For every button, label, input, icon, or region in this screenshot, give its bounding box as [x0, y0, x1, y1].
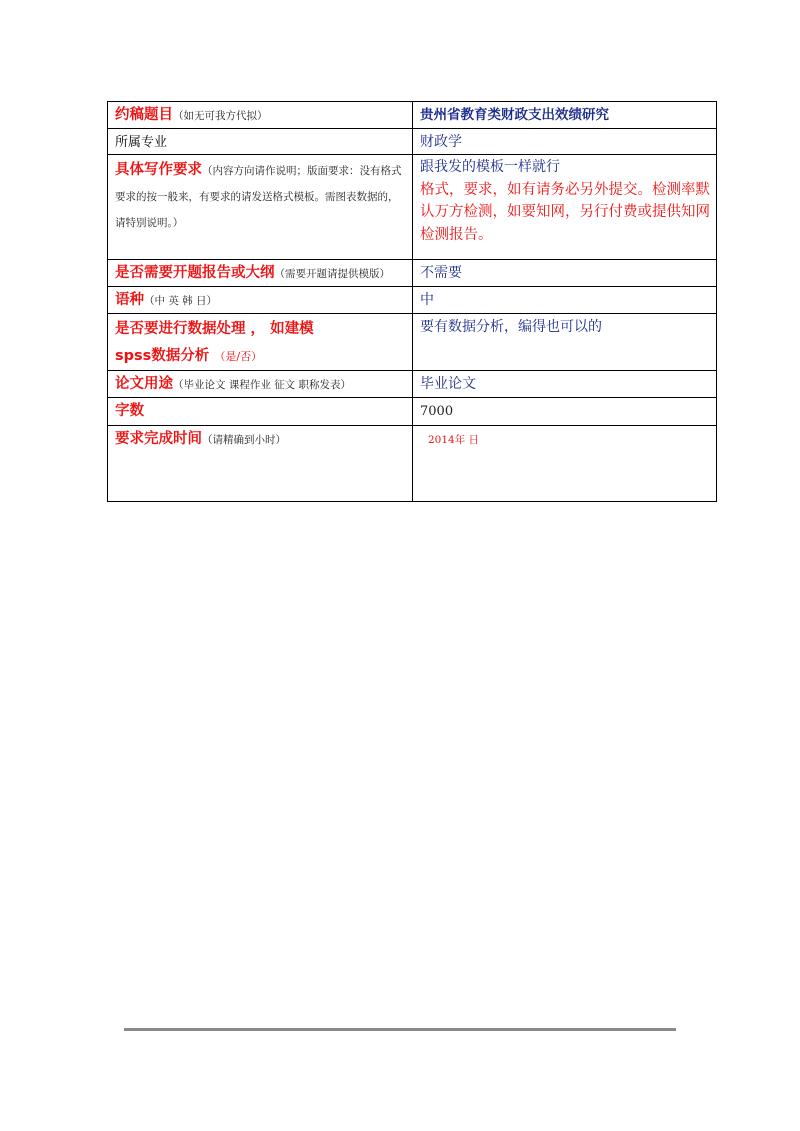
data-processing-label-line1: 是否要进行数据处理 ， 如建模	[115, 321, 314, 337]
requirements-note: （内容方向请作说明；版面要求：没有格式要求的按一般来，有要求的请发送格式模板。需图表数据的，请特别说明。）	[115, 165, 402, 230]
proposal-note: （需要开题请提供模版）	[274, 268, 390, 280]
data-processing-label-line2: spss数据分析	[115, 348, 210, 365]
proposal-label-cell	[108, 260, 413, 287]
footer-divider	[124, 1028, 676, 1031]
title-value: 贵州省教育类财政支出效绩研究	[420, 107, 609, 123]
row-data-processing	[108, 314, 717, 371]
word-count-label-cell	[108, 398, 413, 426]
data-processing-value: 要有数据分析，编得也可以的	[420, 319, 602, 335]
deadline-note: （请精确到小时）	[202, 434, 286, 447]
language-note: （中 英 韩 日）	[144, 295, 218, 307]
title-value-cell	[413, 102, 717, 129]
deadline-value: 2014年 日	[428, 434, 480, 447]
language-label: 语种	[115, 292, 144, 308]
title-label: 约稿题目	[115, 107, 173, 123]
order-form-table	[107, 101, 717, 502]
proposal-value: 不需要	[420, 265, 462, 281]
purpose-label-cell	[108, 371, 413, 398]
purpose-note: （毕业论文 课程作业 征文 职称发表）	[173, 379, 352, 392]
requirements-value-line1: 跟我发的模板一样就行	[420, 159, 560, 175]
data-processing-label-cell	[108, 314, 413, 371]
deadline-label: 要求完成时间	[115, 431, 202, 448]
row-language	[108, 287, 717, 314]
word-count-value: 7000	[420, 404, 454, 420]
title-label-cell	[108, 102, 413, 129]
major-label-cell	[108, 129, 413, 155]
word-count-value-cell	[413, 398, 717, 426]
title-note: （如无可我方代拟）	[173, 110, 268, 122]
deadline-label-cell	[108, 426, 413, 502]
purpose-value: 毕业论文	[420, 376, 476, 393]
row-deadline	[108, 426, 717, 502]
proposal-label: 是否需要开题报告或大纲	[115, 265, 275, 281]
requirements-label: 具体写作要求	[115, 162, 202, 178]
row-purpose	[108, 371, 717, 398]
row-proposal	[108, 260, 717, 287]
language-value-cell	[413, 287, 717, 314]
requirements-label-cell	[108, 155, 413, 260]
purpose-value-cell	[413, 371, 717, 398]
purpose-label: 论文用途	[115, 376, 173, 393]
proposal-value-cell	[413, 260, 717, 287]
data-processing-note: （是/否）	[214, 350, 263, 364]
row-title	[108, 102, 717, 129]
row-requirements	[108, 155, 717, 260]
requirements-value-line2: 格式，要求，如有请务必另外提交。检测率默认万方检测，如要知网，另行付费或提供知网检测报告。	[420, 181, 710, 243]
language-value: 中	[420, 292, 434, 308]
language-label-cell	[108, 287, 413, 314]
word-count-label: 字数	[115, 403, 144, 420]
major-value: 财政学	[420, 134, 462, 150]
major-value-cell	[413, 129, 717, 155]
row-word-count	[108, 398, 717, 426]
deadline-value-cell	[413, 426, 717, 502]
major-label: 所属专业	[115, 135, 168, 150]
row-major	[108, 129, 717, 155]
requirements-value-cell	[413, 155, 717, 260]
data-processing-value-cell	[413, 314, 717, 371]
